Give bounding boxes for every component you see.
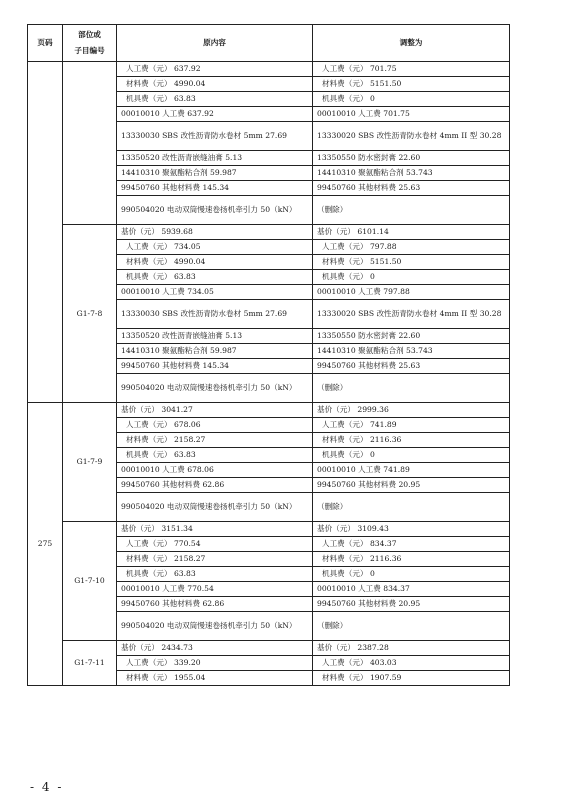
- original-content-cell: 基价（元） 2434.73: [117, 641, 313, 656]
- adjusted-content-cell: 00010010 人工费 797.88: [313, 285, 510, 300]
- original-content-cell: 14410310 聚氨酯粘合剂 59.987: [117, 344, 313, 359]
- original-content-cell: 99450760 其他材料费 145.34: [117, 181, 313, 196]
- item-code-cell: G1-7-10: [63, 522, 117, 641]
- adjusted-content-cell: 基价（元） 2387.28: [313, 641, 510, 656]
- adjusted-content-cell: 基价（元） 6101.14: [313, 225, 510, 240]
- header-original: 原内容: [117, 25, 313, 62]
- page-number-cell: 275: [28, 403, 63, 686]
- adjusted-content-cell: （删除）: [313, 196, 510, 225]
- adjusted-content-cell: 机具费（元） 0: [313, 270, 510, 285]
- original-content-cell: 13350520 改性沥青嵌缝油膏 5.13: [117, 329, 313, 344]
- original-content-cell: 13350520 改性沥青嵌缝油膏 5.13: [117, 151, 313, 166]
- table-row: [28, 62, 510, 77]
- adjusted-content-cell: （删除）: [313, 374, 510, 403]
- page-cell-empty: [28, 62, 63, 403]
- original-content-cell: 机具费（元） 63.83: [117, 567, 313, 582]
- original-content-cell: 材料费（元） 4990.04: [117, 77, 313, 92]
- adjusted-content-cell: 13350550 防水密封膏 22.60: [313, 329, 510, 344]
- adjusted-content-cell: 人工费（元） 701.75: [313, 62, 510, 77]
- adjusted-content-cell: 99450760 其他材料费 20.95: [313, 478, 510, 493]
- original-content-cell: 99450760 其他材料费 62.86: [117, 478, 313, 493]
- original-content-cell: 材料费（元） 4990.04: [117, 255, 313, 270]
- original-content-cell: 基价（元） 3041.27: [117, 403, 313, 418]
- original-content-cell: 00010010 人工费 734.05: [117, 285, 313, 300]
- header-adjusted: 调整为: [313, 25, 510, 62]
- adjusted-content-cell: 材料费（元） 2116.36: [313, 552, 510, 567]
- original-content-cell: 基价（元） 5939.68: [117, 225, 313, 240]
- adjustment-table: [27, 24, 510, 686]
- original-content-cell: 人工费（元） 734.05: [117, 240, 313, 255]
- adjusted-content-cell: 材料费（元） 5151.50: [313, 255, 510, 270]
- original-content-cell: 990504020 电动双筒慢速卷扬机牵引力 50（kN）: [117, 493, 313, 522]
- adjusted-content-cell: （删除）: [313, 493, 510, 522]
- table-row: [28, 403, 510, 418]
- adjusted-content-cell: 00010010 人工费 701.75: [313, 107, 510, 122]
- original-content-cell: 机具费（元） 63.83: [117, 448, 313, 463]
- original-content-cell: 材料费（元） 2158.27: [117, 433, 313, 448]
- item-code-cell: [63, 62, 117, 225]
- adjusted-content-cell: 14410310 聚氨酯粘合剂 53.743: [313, 166, 510, 181]
- original-content-cell: 基价（元） 3151.34: [117, 522, 313, 537]
- original-content-cell: 99450760 其他材料费 62.86: [117, 597, 313, 612]
- adjusted-content-cell: 人工费（元） 834.37: [313, 537, 510, 552]
- original-content-cell: 990504020 电动双筒慢速卷扬机牵引力 50（kN）: [117, 374, 313, 403]
- original-content-cell: 14410310 聚氨酯粘合剂 59.987: [117, 166, 313, 181]
- header-item: 部位或 子目编号: [63, 25, 117, 62]
- original-content-cell: 990504020 电动双筒慢速卷扬机牵引力 50（kN）: [117, 196, 313, 225]
- adjusted-content-cell: 人工费（元） 741.89: [313, 418, 510, 433]
- adjusted-content-cell: 14410310 聚氨酯粘合剂 53.743: [313, 344, 510, 359]
- original-content-cell: 人工费（元） 678.06: [117, 418, 313, 433]
- adjusted-content-cell: 99450760 其他材料费 20.95: [313, 597, 510, 612]
- adjusted-content-cell: 材料费（元） 2116.36: [313, 433, 510, 448]
- original-content-cell: 99450760 其他材料费 145.34: [117, 359, 313, 374]
- item-code-cell: G1-7-11: [63, 641, 117, 686]
- adjusted-content-cell: 99450760 其他材料费 25.63: [313, 359, 510, 374]
- adjusted-content-cell: 材料费（元） 1907.59: [313, 671, 510, 686]
- adjusted-content-cell: 机具费（元） 0: [313, 92, 510, 107]
- adjusted-content-cell: 机具费（元） 0: [313, 448, 510, 463]
- table-header-row: [28, 25, 510, 62]
- adjusted-content-cell: 基价（元） 3109.43: [313, 522, 510, 537]
- adjusted-content-cell: （删除）: [313, 612, 510, 641]
- adjusted-content-cell: 人工费（元） 797.88: [313, 240, 510, 255]
- original-content-cell: 00010010 人工费 678.06: [117, 463, 313, 478]
- original-content-cell: 材料费（元） 1955.04: [117, 671, 313, 686]
- adjusted-content-cell: 13330020 SBS 改性沥青防水卷材 4mm II 型 30.28: [313, 122, 510, 151]
- original-content-cell: 机具费（元） 63.83: [117, 92, 313, 107]
- original-content-cell: 990504020 电动双筒慢速卷扬机牵引力 50（kN）: [117, 612, 313, 641]
- original-content-cell: 人工费（元） 770.54: [117, 537, 313, 552]
- adjusted-content-cell: 机具费（元） 0: [313, 567, 510, 582]
- original-content-cell: 00010010 人工费 770.54: [117, 582, 313, 597]
- original-content-cell: 机具费（元） 63.83: [117, 270, 313, 285]
- table-body: [28, 62, 510, 686]
- original-content-cell: 人工费（元） 339.20: [117, 656, 313, 671]
- adjusted-content-cell: 基价（元） 2999.36: [313, 403, 510, 418]
- table-row: [28, 225, 510, 240]
- table-row: [28, 641, 510, 656]
- adjusted-content-cell: 材料费（元） 5151.50: [313, 77, 510, 92]
- header-page: 页码: [28, 25, 63, 62]
- adjusted-content-cell: 人工费（元） 403.03: [313, 656, 510, 671]
- adjusted-content-cell: 00010010 人工费 834.37: [313, 582, 510, 597]
- original-content-cell: 13330030 SBS 改性沥青防水卷材 5mm 27.69: [117, 122, 313, 151]
- item-code-cell: G1-7-8: [63, 225, 117, 403]
- original-content-cell: 00010010 人工费 637.92: [117, 107, 313, 122]
- item-code-cell: G1-7-9: [63, 403, 117, 522]
- adjusted-content-cell: 99450760 其他材料费 25.63: [313, 181, 510, 196]
- adjusted-content-cell: 00010010 人工费 741.89: [313, 463, 510, 478]
- original-content-cell: 人工费（元） 637.92: [117, 62, 313, 77]
- adjusted-content-cell: 13330020 SBS 改性沥青防水卷材 4mm II 型 30.28: [313, 300, 510, 329]
- adjusted-content-cell: 13350550 防水密封膏 22.60: [313, 151, 510, 166]
- page-footer-number: - 4 -: [30, 780, 64, 794]
- original-content-cell: 13330030 SBS 改性沥青防水卷材 5mm 27.69: [117, 300, 313, 329]
- original-content-cell: 材料费（元） 2158.27: [117, 552, 313, 567]
- table-row: [28, 522, 510, 537]
